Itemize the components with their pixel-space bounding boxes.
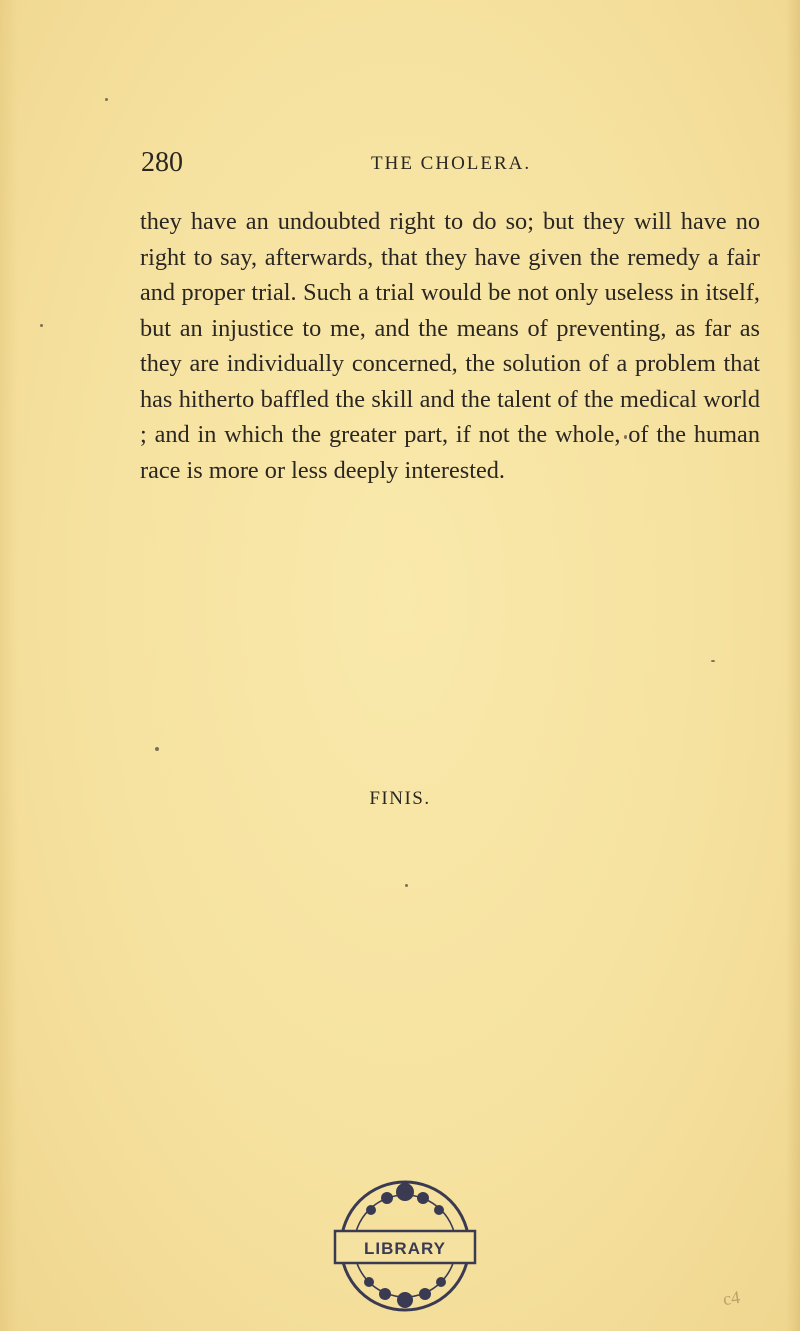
stamp-label: LIBRARY (364, 1239, 446, 1258)
paper-speck (155, 747, 159, 751)
page-header (141, 146, 741, 186)
paper-speck (711, 660, 715, 662)
paper-speck (105, 98, 108, 101)
paper-speck (405, 884, 408, 887)
finis-heading: FINIS. (369, 788, 431, 809)
paragraph: they have an undoubted right to do so; but they will have no right to say, afterwards, that they have given the remedy a fair and proper trial. Such a trial would be not only useless in itself, but an injustice to me, and the means of preventing, as far as they are individually concerned, the solution of a problem that has hitherto baffled the skill and the talent of the medical world ; and in which the greater part, if not the whole, of the human race is more or less deeply interested. (140, 208, 760, 484)
margin-pencil-mark: c4 (721, 1286, 742, 1310)
page-edge-shadow-left (0, 0, 18, 1331)
page-edge-shadow-right (786, 0, 800, 1331)
page-number: 280 (141, 147, 183, 178)
library-stamp (325, 1168, 485, 1328)
body-text (140, 204, 760, 488)
running-title: THE CHOLERA. (371, 153, 532, 174)
paper-speck (40, 324, 43, 327)
